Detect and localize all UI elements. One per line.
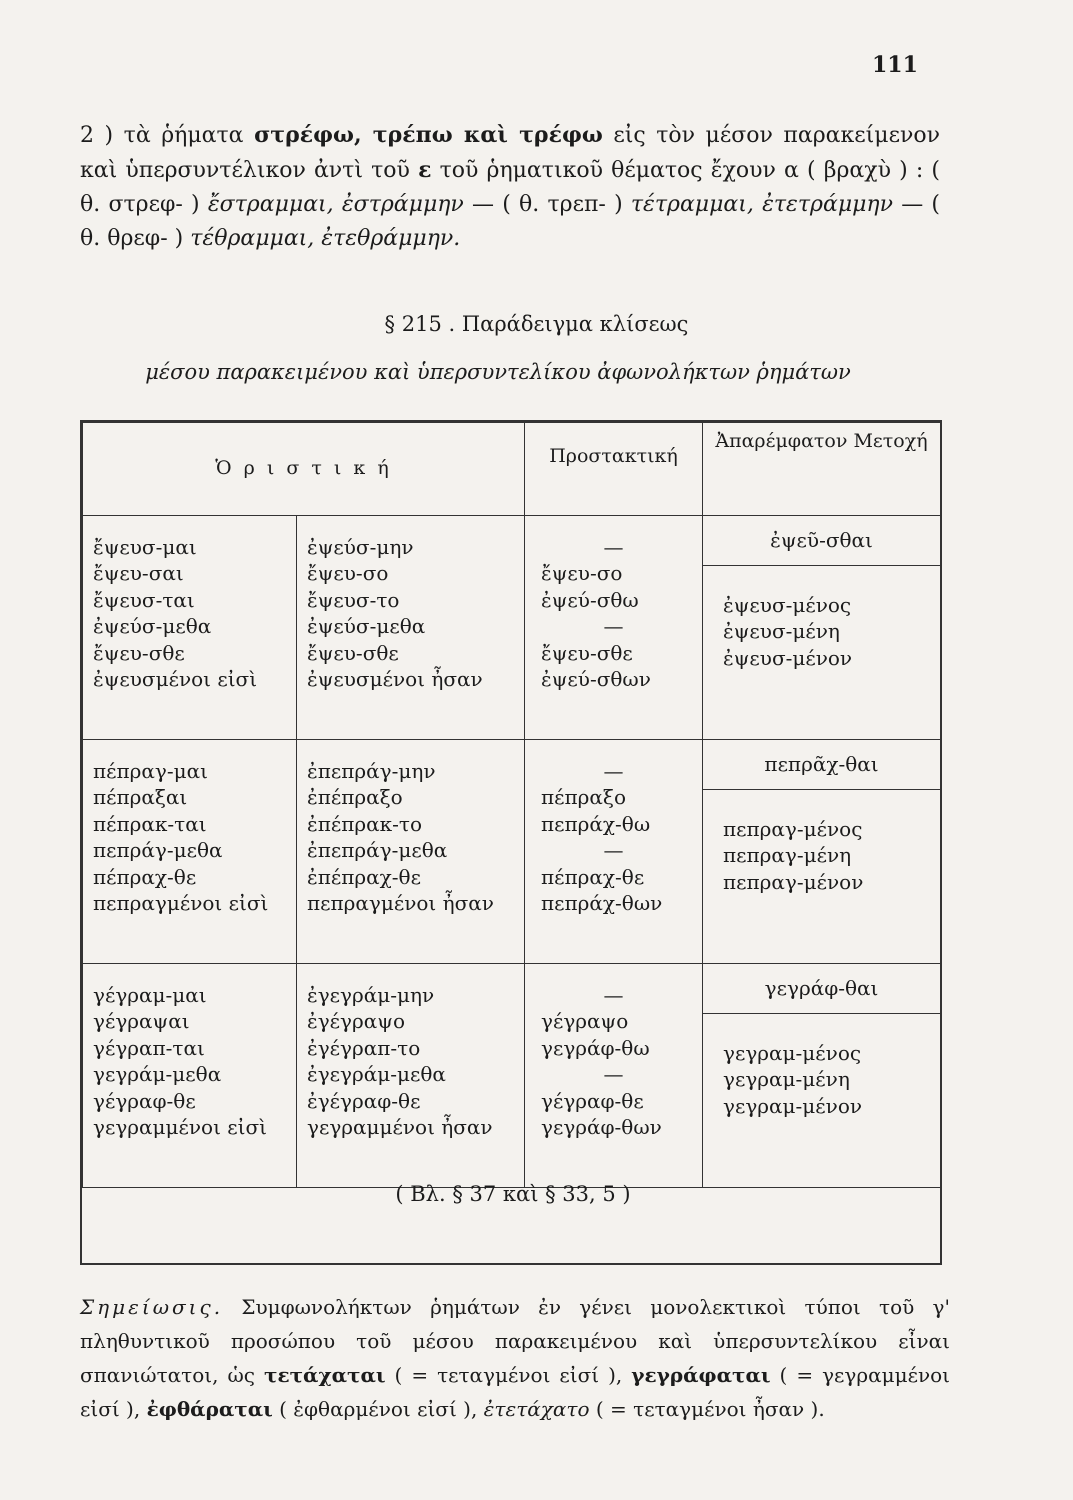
- form-line: ἐγέγραφ-θε: [307, 1088, 421, 1113]
- perfect-cell: [83, 964, 297, 1188]
- note-text-2: ( = τεταγμένοι εἰσί ),: [385, 1363, 632, 1387]
- intro-forms-2: τέτραμμαι, ἐτετράμμην: [630, 192, 893, 218]
- note-text-5: ( = τεταγμένοι ἦσαν ).: [589, 1397, 825, 1421]
- intro-verbs: στρέφω, τρέπω καὶ τρέφω: [254, 122, 603, 148]
- form-line: γέγραψαι: [93, 1009, 190, 1034]
- intro-epsilon: ε: [418, 157, 432, 184]
- form-line: ἐπέπραξο: [307, 785, 403, 810]
- dash-marker: —: [603, 535, 624, 559]
- dash-marker: —: [603, 759, 624, 783]
- note-form-1: τετάχαται: [263, 1363, 386, 1387]
- intro-paragraph: [80, 118, 940, 256]
- dash-marker: —: [603, 983, 624, 1007]
- form-line: ἐψεύ-σθω: [541, 587, 639, 612]
- table-row: [83, 964, 941, 1188]
- form-line: ἐγεγράμ-μην: [307, 983, 435, 1007]
- form-line: ἐγέγραπ-το: [307, 1035, 421, 1060]
- form-line: ἐπεπράγ-μην: [307, 759, 436, 783]
- form-line: ἔψευ-σο: [307, 561, 389, 586]
- note-form-4: ἐτετάχατο: [483, 1397, 590, 1421]
- form-line: γεγράμ-μεθα: [93, 1062, 222, 1087]
- note-form-2: γεγράφαται: [631, 1363, 771, 1387]
- form-line: γέγραμ-μαι: [93, 983, 207, 1007]
- table-row: [83, 740, 941, 964]
- participle-line: γεγραμ-μένος: [723, 1041, 862, 1065]
- infinitive-form: γεγράφ-θαι: [703, 964, 940, 1014]
- participle-line: γεγραμ-μένη: [723, 1067, 850, 1092]
- form-line: ἐπεπράγ-μεθα: [307, 838, 448, 863]
- table-row: [83, 516, 941, 740]
- form-line: πέπραξο: [541, 785, 626, 810]
- note-text-3: ( = γεγραμμένοι εἰσί ),: [80, 1363, 950, 1421]
- note-text-1: Συμφωνολήκτων ῥημάτων ἐν γένει μονολεκτικοὶ τύποι τοῦ γ' πληθυντικοῦ προσώπου τοῦ μέσου παρακειμένου καὶ ὑπερσυντελίκου εἶναι σπανιώτατοι, ὡς: [80, 1295, 950, 1387]
- header-infinitive-participle: Ἀπαρέμφατον Μετοχή: [703, 423, 941, 516]
- conjugation-table: [82, 422, 941, 1188]
- form-line: πεπραγμένοι εἰσὶ: [93, 890, 269, 915]
- form-line: πέπρακ-ται: [93, 811, 207, 836]
- form-line: ἐπέπραχ-θε: [307, 864, 421, 889]
- form-line: γεγράφ-θω: [541, 1035, 650, 1060]
- form-line: γέγραψο: [541, 1009, 629, 1034]
- intro-rest: τοῦ ῥηματικοῦ θέματος ἔχουν α ( βραχὺ ) : ( θ. στρεφ- ): [80, 158, 940, 218]
- form-line: γεγραμμένοι εἰσὶ: [93, 1114, 267, 1139]
- imperative-cell: [525, 516, 703, 740]
- form-line: γέγραπ-ται: [93, 1035, 205, 1060]
- intro-middle: εἰς τὸν μέσον παρακείμενον καὶ ὑπερσυντέλικον ἀντὶ τοῦ: [80, 123, 940, 184]
- form-line: πεπράγ-μεθα: [93, 838, 223, 863]
- participle-line: ἐψευσ-μένον: [723, 645, 853, 670]
- pluperfect-cell: [297, 964, 525, 1188]
- form-line: γέγραφ-θε: [93, 1088, 196, 1113]
- participle-forms: [703, 1014, 940, 1119]
- form-line: γέγραφ-θε: [541, 1088, 644, 1113]
- form-line: πεπραγμένοι ἦσαν: [307, 890, 494, 915]
- form-line: ἔψευ-σθε: [541, 640, 633, 665]
- participle-line: πεπραγ-μένον: [723, 869, 864, 894]
- conjugation-table-frame: [80, 420, 942, 1265]
- infinitive-participle-cell: [703, 964, 941, 1188]
- perfect-cell: [83, 516, 297, 740]
- pluperfect-cell: [297, 516, 525, 740]
- infinitive-participle-cell: [703, 740, 941, 964]
- form-line: ἔψευ-σο: [541, 561, 623, 586]
- note-paragraph: [80, 1290, 950, 1426]
- header-indicative: Ὁ ρ ι σ τ ι κ ή: [83, 423, 525, 516]
- participle-forms: [703, 790, 940, 895]
- section-title: § 215 . Παράδειγμα κλίσεως: [384, 312, 689, 336]
- form-line: ἐπέπρακ-το: [307, 811, 423, 836]
- infinitive-form: ἐψεῦ-σθαι: [703, 516, 940, 566]
- participle-line: πεπραγ-μένη: [723, 843, 852, 868]
- note-text-4: ( ἐφθαρμένοι εἰσί ),: [272, 1397, 484, 1421]
- form-line: ἐψεύσ-μεθα: [307, 614, 426, 639]
- form-line: ἐψευσμένοι εἰσὶ: [93, 666, 258, 691]
- intro-prefix: 2 ) τὰ ῥήματα: [80, 123, 255, 148]
- participle-line: ἐψευσ-μένη: [723, 619, 840, 644]
- form-line: ἔψευ-σθε: [307, 640, 399, 665]
- form-line: ἐψεύσ-μεθα: [93, 614, 212, 639]
- participle-line: γεγραμ-μένον: [723, 1093, 863, 1118]
- form-line: γεγραμμένοι ἦσαν: [307, 1114, 493, 1139]
- form-line: πέπραξαι: [93, 785, 188, 810]
- section-subtitle: μέσου παρακειμένου καὶ ὑπερσυντελίκου ἀφωνολήκτων ῥημάτων: [145, 360, 851, 384]
- form-line: πεπράχ-θω: [541, 811, 651, 836]
- participle-line: πεπραγ-μένος: [723, 817, 863, 841]
- form-line: ἔψευσ-ται: [93, 587, 195, 612]
- form-line: πέπραχ-θε: [93, 864, 197, 889]
- form-line: ἐψεύ-σθων: [541, 666, 651, 691]
- form-line: ἐψεύσ-μην: [307, 535, 414, 559]
- page-number: 111: [872, 52, 918, 78]
- dash-marker: —: [603, 1062, 624, 1087]
- header-imperative: Προστακτική: [525, 423, 703, 516]
- pluperfect-cell: [297, 740, 525, 964]
- note-label: Σημείωσις.: [80, 1295, 224, 1319]
- infinitive-form: πεπρᾶχ-θαι: [703, 740, 940, 790]
- imperative-cell: [525, 740, 703, 964]
- form-line: ἔψευ-σθε: [93, 640, 185, 665]
- intro-mid-3: — ( θ. θρεφ- ): [80, 192, 940, 252]
- imperative-cell: [525, 964, 703, 1188]
- form-line: ἐψευσμένοι ἦσαν: [307, 666, 483, 691]
- form-line: ἔψευσ-το: [307, 587, 400, 612]
- form-line: πέπραγ-μαι: [93, 759, 208, 783]
- intro-forms-3: τέθραμμαι, ἐτεθράμμην.: [190, 226, 461, 252]
- form-line: ἔψευσ-μαι: [93, 535, 197, 559]
- form-line: πέπραχ-θε: [541, 864, 645, 889]
- infinitive-participle-cell: [703, 516, 941, 740]
- dash-marker: —: [603, 614, 624, 639]
- intro-mid-2: — ( θ. τρεπ- ): [463, 192, 631, 218]
- form-line: γεγράφ-θων: [541, 1114, 662, 1139]
- intro-forms-1: ἔστραμμαι, ἐστράμμην: [207, 192, 464, 218]
- form-line: ἐγεγράμ-μεθα: [307, 1062, 446, 1087]
- participle-forms: [703, 566, 940, 671]
- form-line: ἔψευ-σαι: [93, 561, 184, 586]
- perfect-cell: [83, 740, 297, 964]
- dash-marker: —: [603, 838, 624, 863]
- participle-line: ἐψευσ-μένος: [723, 593, 852, 617]
- form-line: ἐγέγραψο: [307, 1009, 405, 1034]
- note-form-3: ἐφθάραται: [146, 1397, 273, 1421]
- reference-note: ( Βλ. § 37 καὶ § 33, 5 ): [395, 1182, 631, 1206]
- form-line: πεπράχ-θων: [541, 890, 663, 915]
